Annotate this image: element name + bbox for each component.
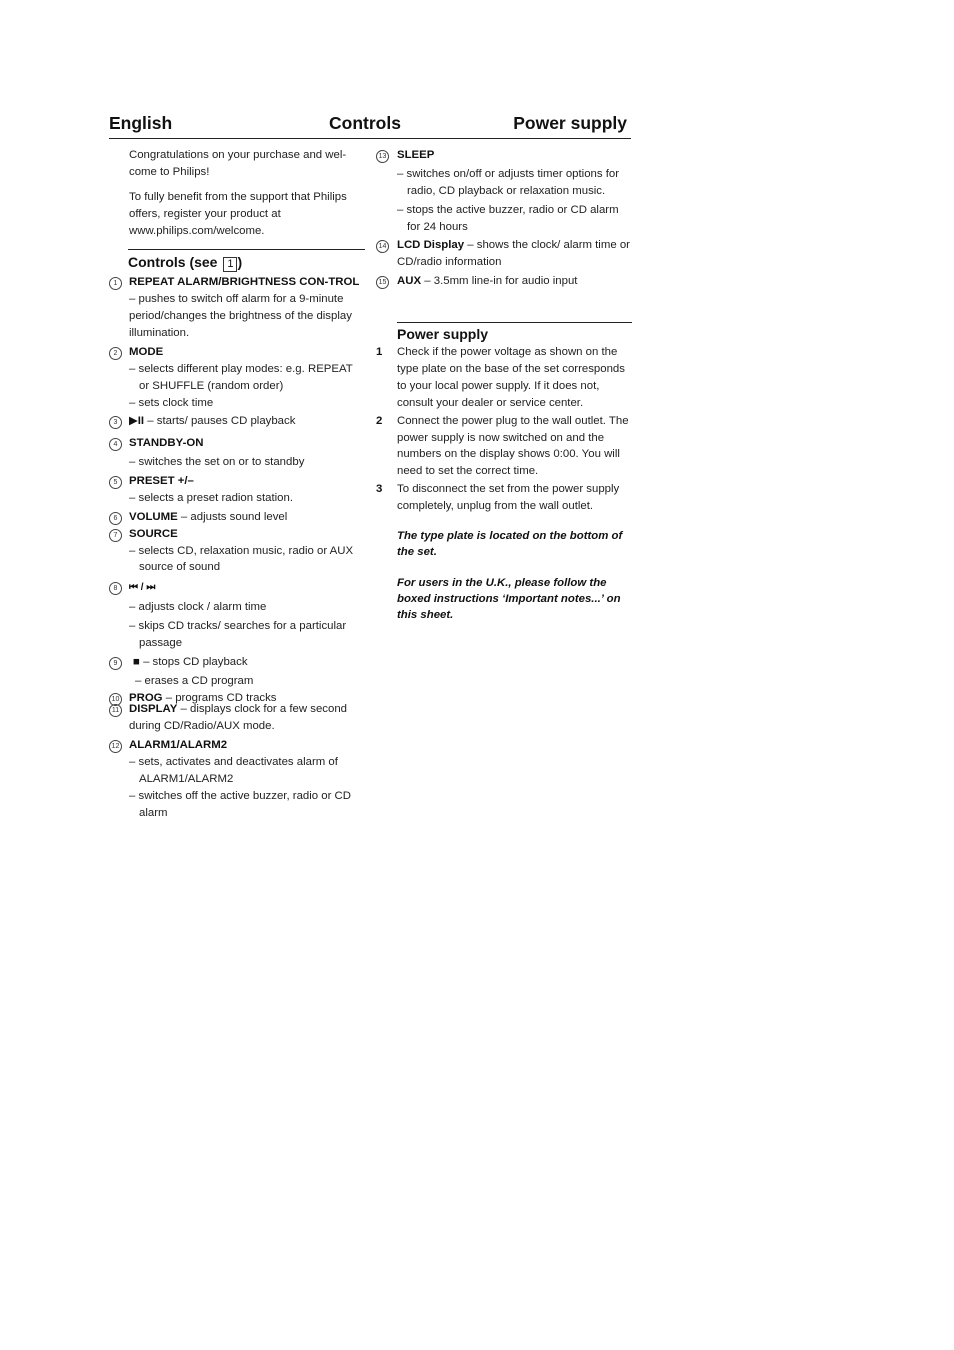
control-label: PROG — [129, 691, 163, 704]
section-divider — [397, 322, 632, 323]
control-label: REPEAT ALARM/BRIGHTNESS CON-TROL — [129, 276, 360, 289]
control-description: – stops CD playback — [143, 655, 248, 668]
item-number: 9 — [109, 657, 122, 670]
control-item-aux — [376, 273, 632, 290]
control-item-lcd-display — [376, 237, 632, 271]
header-section-controls: Controls — [329, 113, 401, 133]
page-header — [109, 110, 631, 139]
control-label: DISPLAY — [129, 703, 178, 716]
control-label: VOLUME — [129, 510, 178, 523]
control-description: – stops the active buzzer, radio or CD alarm for 24 hours — [397, 203, 619, 233]
control-description: – switches off the active buzzer, radio or CD alarm — [129, 789, 352, 819]
step-text: To disconnect the set from the power supply completely, unplug from the wall outlet. — [397, 483, 620, 513]
control-item-repeat-alarm — [109, 274, 365, 342]
control-description: – shows the clock/ alarm time or CD/radio information — [397, 239, 630, 269]
item-number: 13 — [376, 150, 389, 163]
left-column — [109, 147, 365, 822]
control-label: LCD Display — [397, 239, 465, 252]
control-label: PRESET +/– — [129, 475, 194, 487]
right-column — [376, 147, 632, 624]
step-number: 1 — [376, 346, 383, 359]
control-item-alarm — [109, 737, 365, 821]
item-number: 11 — [109, 704, 122, 717]
control-description: – switches the set on or to standby — [129, 456, 305, 469]
control-item-play-pause — [109, 413, 365, 430]
control-description: – adjusts clock / alarm time — [129, 601, 267, 614]
intro-paragraph: Congratulations on your purchase and wel-come to Philips! — [129, 149, 347, 178]
control-description: – adjusts sound level — [180, 510, 288, 523]
control-item-volume — [109, 509, 365, 526]
intro-paragraph: To fully benefit from the support that Philips offers, register your product at www.philips.com/welcome. — [129, 190, 347, 237]
item-number: 5 — [109, 476, 122, 489]
control-label: SLEEP — [397, 149, 435, 161]
control-description: – switches on/off or adjusts timer options for radio, CD playback or relaxation music. — [397, 167, 620, 197]
type-plate-note: The type plate is located on the bottom of the set. — [397, 529, 623, 558]
control-item-sleep — [376, 147, 632, 235]
control-item-mode — [109, 344, 365, 412]
uk-users-note: For users in the U.K., please follow the boxed instructions ‘Important notes...’ on this sheet. — [397, 577, 621, 621]
item-number: 3 — [109, 416, 122, 429]
power-step — [376, 481, 632, 515]
play-pause-icon: ▶II — [129, 415, 145, 428]
item-number: 6 — [109, 512, 122, 525]
control-description: – skips CD tracks/ searches for a particular passage — [129, 620, 347, 649]
control-item-standby — [109, 435, 365, 471]
control-description: – 3.5mm line-in for audio input — [424, 275, 578, 288]
control-item-source — [109, 526, 365, 577]
header-section-power: Power supply — [513, 113, 627, 133]
control-description: – selects different play modes: e.g. REPEAT or SHUFFLE (random order) — [129, 362, 353, 392]
control-label: SOURCE — [129, 527, 178, 540]
item-number: 2 — [109, 347, 122, 360]
item-number: 14 — [376, 240, 389, 253]
control-item-preset — [109, 473, 365, 507]
figure-reference: 1 — [223, 257, 237, 272]
header-language: English — [109, 113, 173, 133]
item-number: 12 — [109, 740, 122, 753]
power-step — [376, 413, 632, 481]
item-number: 1 — [109, 277, 122, 290]
control-item-stop — [109, 654, 365, 690]
control-label: MODE — [129, 345, 164, 358]
step-text: Connect the power plug to the wall outlet. The power supply is now switched on and the numbers on the display shows 0:00. You will need to set the correct time. — [397, 414, 629, 478]
step-number: 3 — [376, 483, 383, 496]
control-description: – selects CD, relaxation music, radio or AUX source of sound — [129, 544, 354, 574]
controls-title: Controls (see 1 ) — [128, 254, 243, 271]
item-number: 8 — [109, 582, 122, 595]
item-number: 15 — [376, 276, 389, 289]
power-step — [376, 344, 632, 412]
control-description: – displays clock for a few second during CD/Radio/AUX mode. — [129, 703, 348, 733]
control-description: – sets clock time — [129, 396, 214, 409]
skip-icons: ⏮ / ⏭ — [129, 582, 156, 594]
control-description: – starts/ pauses CD playback — [147, 415, 296, 428]
item-number: 4 — [109, 438, 122, 451]
step-number: 2 — [376, 414, 383, 427]
item-number: 10 — [109, 693, 122, 706]
item-number: 7 — [109, 529, 122, 542]
control-item-display — [109, 701, 365, 735]
control-description: – erases a CD program — [135, 674, 254, 687]
step-text: Check if the power voltage as shown on the type plate on the base of the set corresponds to your local power supply. If it does not, consult your dealer or service center. — [397, 346, 625, 409]
control-description: – pushes to switch off alarm for a 9-minute period/changes the brightness of the display illumination. — [129, 293, 352, 339]
control-label: AUX — [397, 275, 422, 288]
power-supply-title: Power supply — [397, 326, 489, 342]
control-description: – sets, activates and deactivates alarm of ALARM1/ALARM2 — [129, 756, 338, 785]
control-label: STANDBY-ON — [129, 437, 204, 450]
control-description: – selects a preset radion station. — [129, 491, 293, 504]
control-description: – programs CD tracks — [165, 691, 277, 704]
section-divider — [128, 249, 365, 250]
stop-icon: ■ — [133, 655, 140, 668]
control-item-skip — [109, 579, 365, 652]
control-label: ALARM1/ALARM2 — [129, 739, 228, 752]
